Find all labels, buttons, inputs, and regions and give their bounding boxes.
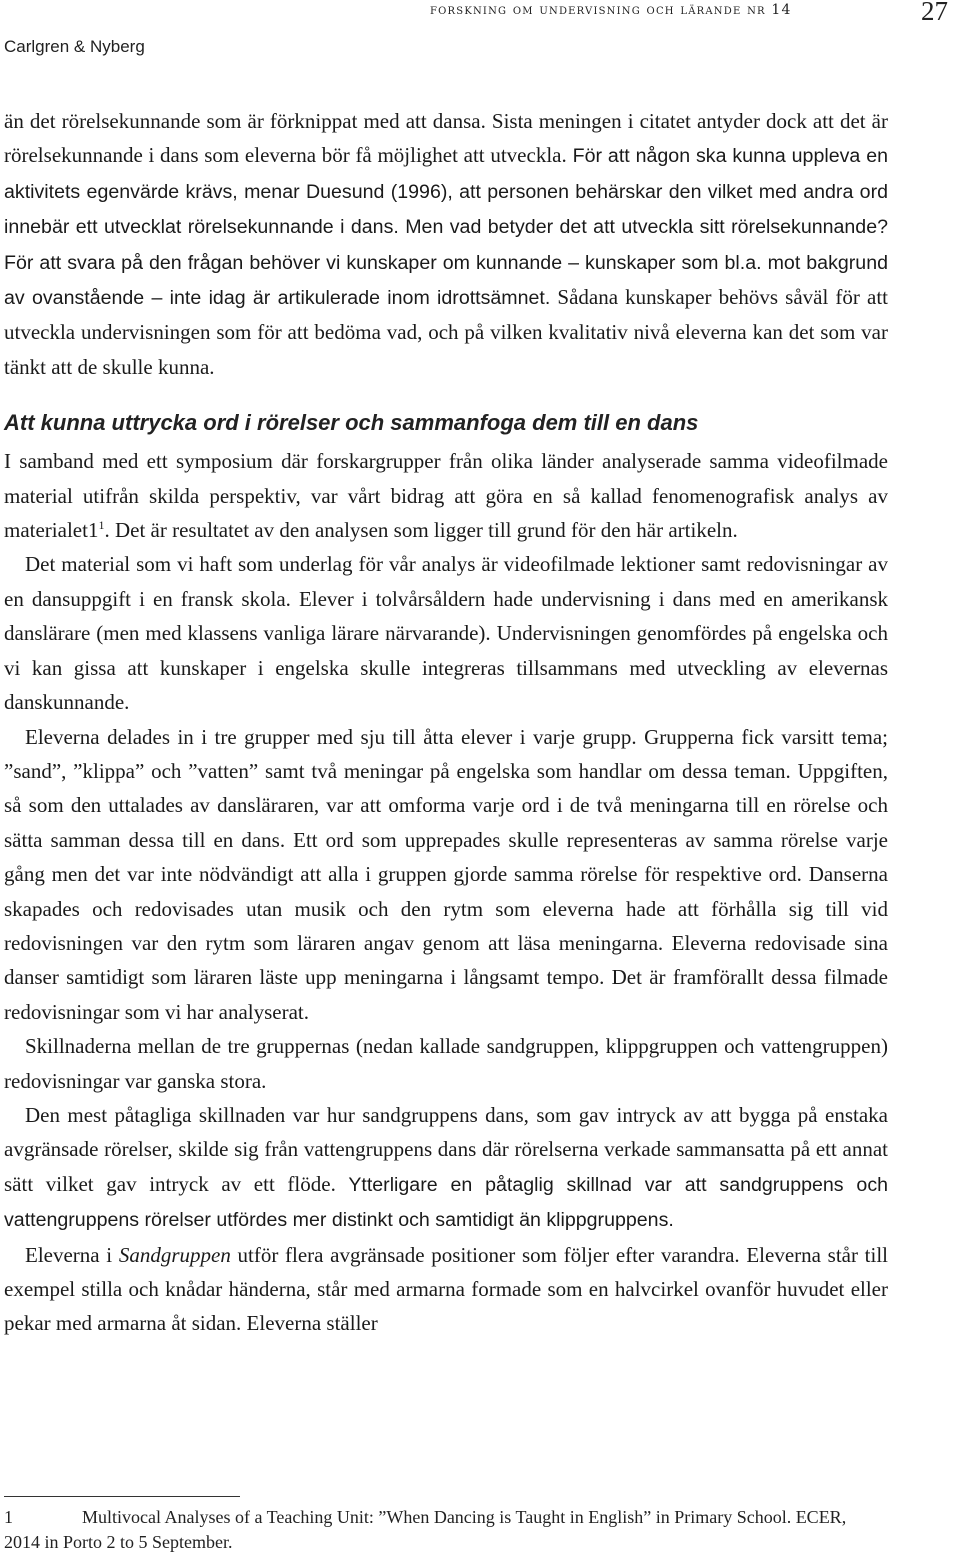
- text-run: Den mest påtagliga skillnaden var hur sandgruppens dans, som gav intryck av att bygga på enstaka avgränsade rörelser, skilde sig från vattengruppens dans där rörelserna verkade sammansatta på ett annat sätt vilket gav intryck av ett flöde.: [4, 1102, 888, 1196]
- paragraph: Det material som vi haft som underlag för vår analys är videofilmade lektioner samt redovisningar av en dansuppgift i en fransk skola. Elever i tolvårsåldern hade undervisning i dans med en amerikansk danslärare (men med klassens vanliga lärare närvarande). Undervisningen genomfördes på engelska och vi kan gissa att kunskaper i engelska skulle integreras tillsammans med utveckling av elevernas danskunnande.: [4, 552, 888, 715]
- paragraph: [4, 1238, 888, 1341]
- text-run: utför flera avgränsade positioner som följer efter varandra. Eleverna står till exempel stilla och knådar händerna, står med armarna formade som en halvcirkel ovanför huvudet eller pekar med armarna åt sidan. Eleverna ställer: [4, 1242, 888, 1336]
- paragraph: [4, 104, 888, 384]
- footnote-text: Multivocal Analyses of a Teaching Unit: ”When Dancing is Taught in English” in Primary School. ECER, 2014 in Porto 2 to 5 September.: [4, 1507, 847, 1552]
- text-run: Ytterligare en påtaglig skillnad var att sandgruppens och vattengruppens rörelser utfördes mer distinkt och samtidigt än klippgruppens.: [4, 1173, 889, 1232]
- paragraph: [4, 444, 888, 547]
- emphasis: Sandgruppen: [118, 1242, 231, 1267]
- page-number: 27: [921, 0, 948, 26]
- paragraph: Eleverna delades in i tre grupper med sju till åtta elever i varje grupp. Grupperna fick varsitt tema; ”sand”, ”klippa” och ”vatten” samt två meningar på engelska som handlar om dessa teman. Uppgiften, så som den uttalades av dansläraren, var att omforma varje ord i de två meningarna till en rörelse och sätta samman dessa till en dans. Ett ord som upprepades skulle representeras av samma rörelse varje gång men det var inte nödvändigt att alla i gruppen gjorde samma rörelse för respektive ord. Danserna skapades och redovisades utan musik och den rytm som eleverna hade att förhålla sig till vid redovisningen var den rytm som läraren angav genom att läsa meningarna. Eleverna redovisade sina danser samtidigt som läraren läste upp meningarna i långsamt tempo. Det är framförallt dessa filmade redovisningar som vi har analyserat.: [4, 724, 888, 1024]
- text-run: än det rörelsekunnande som är förknippat med att dansa. Sista meningen i citatet antyder dock att det är rörelsekunnande i dans som eleverna bör få möjlighet att utveckla.: [4, 109, 888, 168]
- paragraph: [4, 1098, 888, 1238]
- footnote: [4, 1505, 884, 1555]
- text-run: För att någon ska kunna uppleva en aktivitets egenvärde krävs, menar Duesund (1996), att personen behärskar den vilket med andra ord innebär ett utvecklat rörelsekunnande i dans. Men vad betyder det att utveckla sitt rörelsekunnande? För att svara på den frågan behöver vi kunskaper om kunnande – kunskaper som bl.a. mot bakgrund av ovanstående – inte idag är artikulerade inom idrottsämnet.: [4, 145, 888, 310]
- paragraph: Skillnaderna mellan de tre gruppernas (nedan kallade sandgruppen, klippgruppen och vattengruppen) redovisningar var ganska stora.: [4, 1034, 888, 1093]
- text-run: I samband med ett symposium där forskargrupper från olika länder analyserade samma videofilmade material utifrån skilda perspektiv, var vårt bidrag att göra en så kallad fenomenografisk analys av materialet1: [4, 449, 888, 543]
- text-run: Sådana kunskaper behövs såväl för att utveckla undervisningen som för att bedöma vad, och på vilken kvalitativ nivå eleverna kan det som var tänkt att de skulle kunna.: [4, 285, 888, 379]
- author-names: Carlgren & Nyberg: [4, 37, 145, 56]
- text-run: . Det är resultatet av den analysen som ligger till grund för den här artikeln.: [104, 518, 738, 543]
- footnote-number: 1: [4, 1507, 13, 1527]
- footnote-divider: [4, 1496, 240, 1497]
- running-header: forskning om undervisning och lärande nr 14: [430, 2, 792, 18]
- text-run: Eleverna i: [25, 1242, 119, 1267]
- footnote-reference[interactable]: 1: [98, 518, 105, 533]
- section-heading: Att kunna uttrycka ord i rörelser och sammanfoga dem till en dans: [4, 410, 699, 436]
- article-body: [4, 104, 888, 1341]
